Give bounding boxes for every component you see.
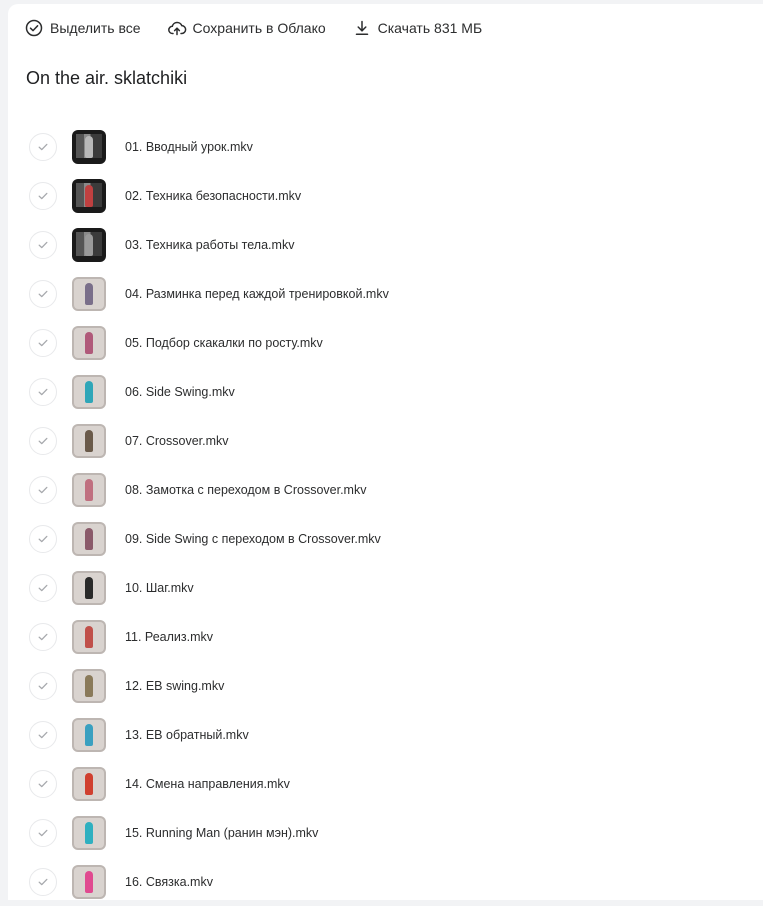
file-row[interactable]: [29, 269, 729, 318]
file-checkbox[interactable]: [29, 476, 57, 504]
video-thumbnail[interactable]: [72, 669, 106, 703]
video-thumbnail[interactable]: [72, 179, 106, 213]
select-all-label: Выделить все: [50, 20, 141, 36]
file-row[interactable]: [29, 122, 729, 171]
checkmark-icon: [37, 337, 49, 349]
file-name[interactable]: 06. Side Swing.mkv: [125, 384, 235, 399]
checkmark-icon: [37, 533, 49, 545]
file-checkbox[interactable]: [29, 133, 57, 161]
file-name[interactable]: 05. Подбор скакалки по росту.mkv: [125, 335, 323, 350]
video-thumbnail[interactable]: [72, 718, 106, 752]
file-row[interactable]: [29, 465, 729, 514]
file-name[interactable]: 01. Вводный урок.mkv: [125, 139, 253, 154]
checkmark-icon: [37, 239, 49, 251]
file-checkbox[interactable]: [29, 672, 57, 700]
thumbnail-figure: [85, 675, 93, 697]
file-name[interactable]: 16. Связка.mkv: [125, 874, 213, 889]
video-thumbnail[interactable]: [72, 522, 106, 556]
file-name[interactable]: 08. Замотка с переходом в Crossover.mkv: [125, 482, 367, 497]
file-name[interactable]: 04. Разминка перед каждой тренировкой.mkv: [125, 286, 389, 301]
file-checkbox[interactable]: [29, 819, 57, 847]
thumbnail-figure: [85, 332, 93, 354]
checkmark-icon: [37, 386, 49, 398]
checkmark-icon: [37, 876, 49, 888]
file-name[interactable]: 07. Crossover.mkv: [125, 433, 229, 448]
thumbnail-figure: [85, 283, 93, 305]
file-row[interactable]: [29, 612, 729, 661]
video-thumbnail[interactable]: [72, 130, 106, 164]
thumbnail-figure: [85, 185, 93, 207]
thumbnail-figure: [85, 724, 93, 746]
checkmark-icon: [37, 190, 49, 202]
folder-title: On the air. sklatchiki: [26, 68, 188, 88]
file-checkbox[interactable]: [29, 770, 57, 798]
select-all-button[interactable]: [24, 18, 141, 38]
video-thumbnail[interactable]: [72, 620, 106, 654]
video-thumbnail[interactable]: [72, 277, 106, 311]
file-checkbox[interactable]: [29, 280, 57, 308]
file-row[interactable]: [29, 514, 729, 563]
download-button[interactable]: [352, 18, 483, 38]
video-thumbnail[interactable]: [72, 473, 106, 507]
toolbar: [24, 16, 508, 40]
thumbnail-figure: [85, 577, 93, 599]
thumbnail-figure: [85, 528, 93, 550]
file-name[interactable]: 02. Техника безопасности.mkv: [125, 188, 302, 203]
video-thumbnail[interactable]: [72, 571, 106, 605]
checkmark-icon: [37, 729, 49, 741]
download-label: Скачать 831 МБ: [377, 20, 483, 36]
video-thumbnail[interactable]: [72, 767, 106, 801]
video-thumbnail[interactable]: [72, 424, 106, 458]
file-row[interactable]: [29, 710, 729, 759]
file-name[interactable]: 12. EB swing.mkv: [125, 678, 225, 693]
file-name[interactable]: 03. Техника работы тела.mkv: [125, 237, 295, 252]
video-thumbnail[interactable]: [72, 816, 106, 850]
save-to-cloud-button[interactable]: [167, 18, 326, 38]
file-checkbox[interactable]: [29, 427, 57, 455]
file-row[interactable]: [29, 318, 729, 367]
video-thumbnail[interactable]: [72, 228, 106, 262]
video-thumbnail[interactable]: [72, 326, 106, 360]
thumbnail-figure: [85, 822, 93, 844]
download-icon: [352, 18, 372, 38]
file-name[interactable]: 10. Шаг.mkv: [125, 580, 194, 595]
file-checkbox[interactable]: [29, 378, 57, 406]
cloud-upload-icon: [167, 18, 187, 38]
file-row[interactable]: [29, 759, 729, 808]
thumbnail-figure: [85, 136, 93, 158]
checkmark-icon: [37, 631, 49, 643]
file-checkbox[interactable]: [29, 868, 57, 896]
file-row[interactable]: [29, 563, 729, 612]
file-name[interactable]: 14. Смена направления.mkv: [125, 776, 290, 791]
file-checkbox[interactable]: [29, 623, 57, 651]
file-checkbox[interactable]: [29, 329, 57, 357]
save-to-cloud-label: Сохранить в Облако: [192, 20, 326, 36]
file-name[interactable]: 13. EB обратный.mkv: [125, 727, 249, 742]
thumbnail-figure: [85, 234, 93, 256]
file-checkbox[interactable]: [29, 231, 57, 259]
file-row[interactable]: [29, 171, 729, 220]
checkmark-icon: [37, 582, 49, 594]
file-row[interactable]: [29, 808, 729, 857]
checkmark-icon: [37, 827, 49, 839]
video-thumbnail[interactable]: [72, 375, 106, 409]
video-thumbnail[interactable]: [72, 865, 106, 899]
file-checkbox[interactable]: [29, 525, 57, 553]
thumbnail-figure: [85, 773, 93, 795]
checkmark-icon: [37, 288, 49, 300]
file-checkbox[interactable]: [29, 182, 57, 210]
checkmark-icon: [37, 141, 49, 153]
thumbnail-figure: [85, 626, 93, 648]
check-circle-icon: [24, 18, 44, 38]
checkmark-icon: [37, 680, 49, 692]
thumbnail-figure: [85, 479, 93, 501]
checkmark-icon: [37, 484, 49, 496]
checkmark-icon: [37, 435, 49, 447]
file-name[interactable]: 09. Side Swing с переходом в Crossover.mkv: [125, 531, 381, 546]
checkmark-icon: [37, 778, 49, 790]
file-row[interactable]: [29, 416, 729, 465]
file-row[interactable]: [29, 220, 729, 269]
file-name[interactable]: 15. Running Man (ранин мэн).mkv: [125, 825, 319, 840]
thumbnail-figure: [85, 430, 93, 452]
file-row[interactable]: [29, 661, 729, 710]
file-checkbox[interactable]: [29, 574, 57, 602]
thumbnail-figure: [85, 381, 93, 403]
file-row[interactable]: [29, 367, 729, 416]
file-checkbox[interactable]: [29, 721, 57, 749]
file-name[interactable]: 11. Реализ.mkv: [125, 629, 214, 644]
thumbnail-figure: [85, 871, 93, 893]
file-row[interactable]: [29, 857, 729, 906]
file-list: [29, 122, 729, 906]
